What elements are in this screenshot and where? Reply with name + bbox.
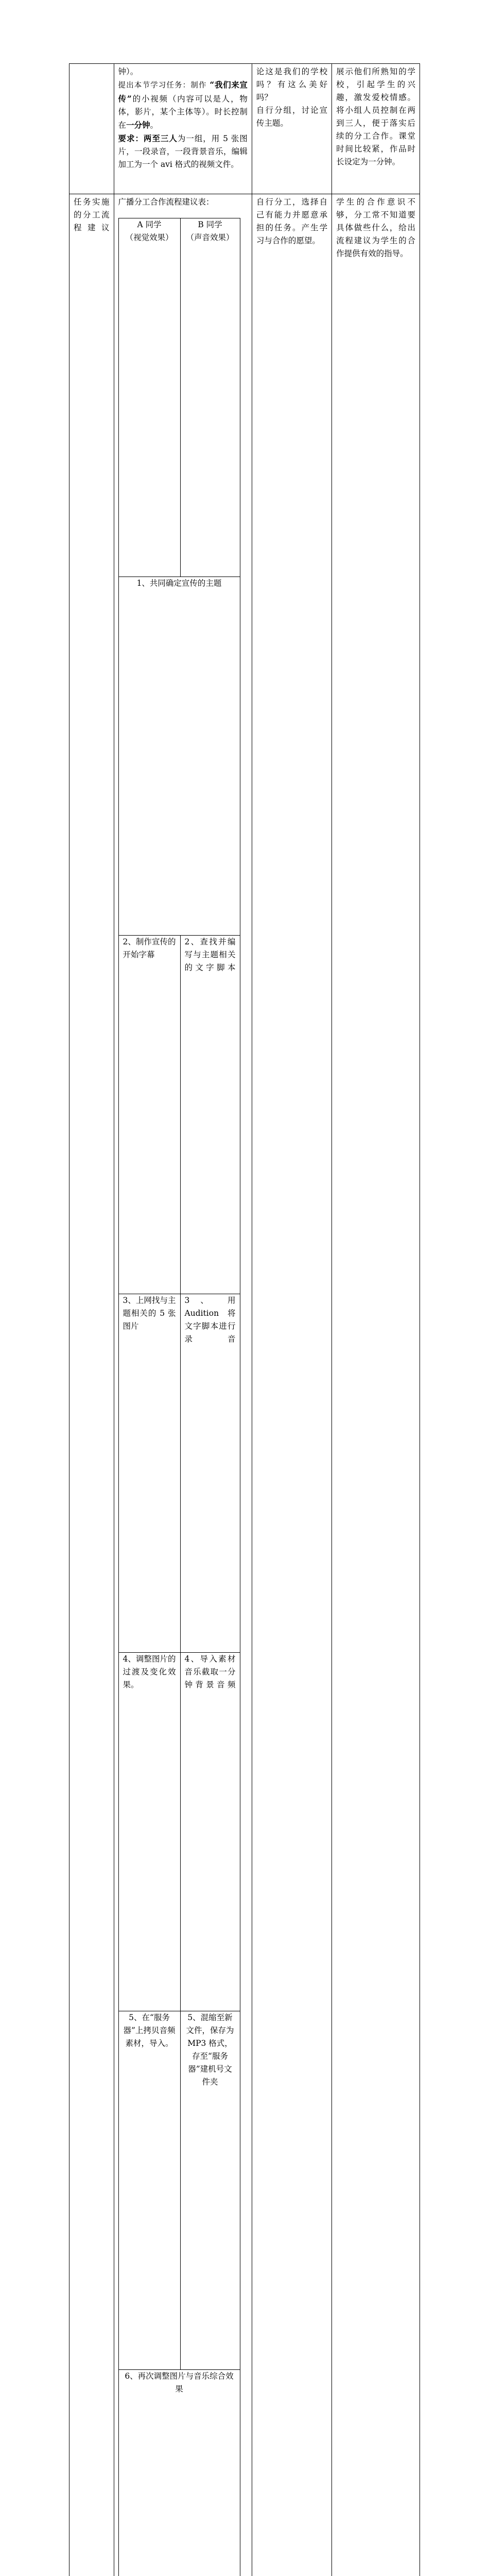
flow-step-b: 3 、 用 Audition 将文字脚本进行录音 [180, 1294, 240, 1653]
document-page [0, 0, 489, 692]
table-row [118, 2011, 240, 2370]
flow-step-a: 4、调整图片的过渡及变化效果。 [118, 1653, 180, 2011]
design-intent-cell: 展示他们所熟知的学校，引起学生的兴趣，激发爱校情感。将小组人员控制在两到三人，便于落实后续的分工合作。课堂时间比较紧，作品时长设定为一分钟。 [332, 64, 420, 194]
student-a-header: A 同学 （视觉效果） [118, 218, 180, 577]
flow-intro: 广播分工合作流程建议表： [118, 196, 248, 209]
text-line: 钟）。 [118, 65, 248, 78]
stage-cell [69, 64, 114, 194]
task-paragraph: 提出本节学习任务：制作 “我们来宣传”的小视频（内容可以是人，物体，影片，某个主体等）。时长控制在一分钟。 [118, 78, 248, 132]
teacher-activity-cell [114, 64, 252, 194]
flow-step-b: 2、查找并编写与主题相关的文字脚本 [180, 936, 240, 1294]
table-row [118, 218, 240, 577]
teacher-activity-cell [114, 194, 252, 2576]
table-row [118, 2370, 240, 2576]
flow-step-a: 5、在“服务器”上拷贝音频素材，导入。 [118, 2011, 180, 2370]
flow-step-b: 4、导入素材音乐截取一分钟背景音频 [180, 1653, 240, 2011]
table-row [118, 936, 240, 1294]
flow-step-shared: 6、再次调整图片与音乐综合效果 [118, 2370, 240, 2576]
flow-step-b: 5、混缩至新文件，保存为 MP3 格式，存至“服务器”建机号文件夹 [180, 2011, 240, 2370]
workflow-table [118, 218, 240, 2576]
student-activity-cell: 论这是我们的学校吗？有这么美好吗？ 自行分组，讨论宣传主题。 [252, 64, 331, 194]
student-b-header: B 同学 （声音效果） [180, 218, 240, 577]
table-row [69, 194, 420, 2576]
design-intent-cell: 学生的合作意识不够，分工常不知道要具体做些什么，给出流程建议为学生的合作提供有效的指导。 [332, 194, 420, 2576]
table-row [118, 577, 240, 936]
flow-step-a: 2、制作宣传的开始字幕 [118, 936, 180, 1294]
student-activity-cell: 自行分工，选择自己有能力并愿意承担的任务。产生学习与合作的愿望。 [252, 194, 331, 2576]
table-row [118, 1653, 240, 2011]
stage-cell: 任务实施的分工流程建议 [69, 194, 114, 2576]
requirement-paragraph: 要求：两至三人为一组，用 5 张图片，一段录音，一段背景音乐，编辑加工为一个 avi 格式的视频文件。 [118, 132, 248, 171]
flow-step-shared: 1、共同确定宣传的主题 [118, 577, 240, 936]
lesson-plan-table [69, 63, 420, 2576]
table-row [69, 64, 420, 194]
table-row [118, 1294, 240, 1653]
flow-step-a: 3、上网找与主题相关的 5 张图片 [118, 1294, 180, 1653]
